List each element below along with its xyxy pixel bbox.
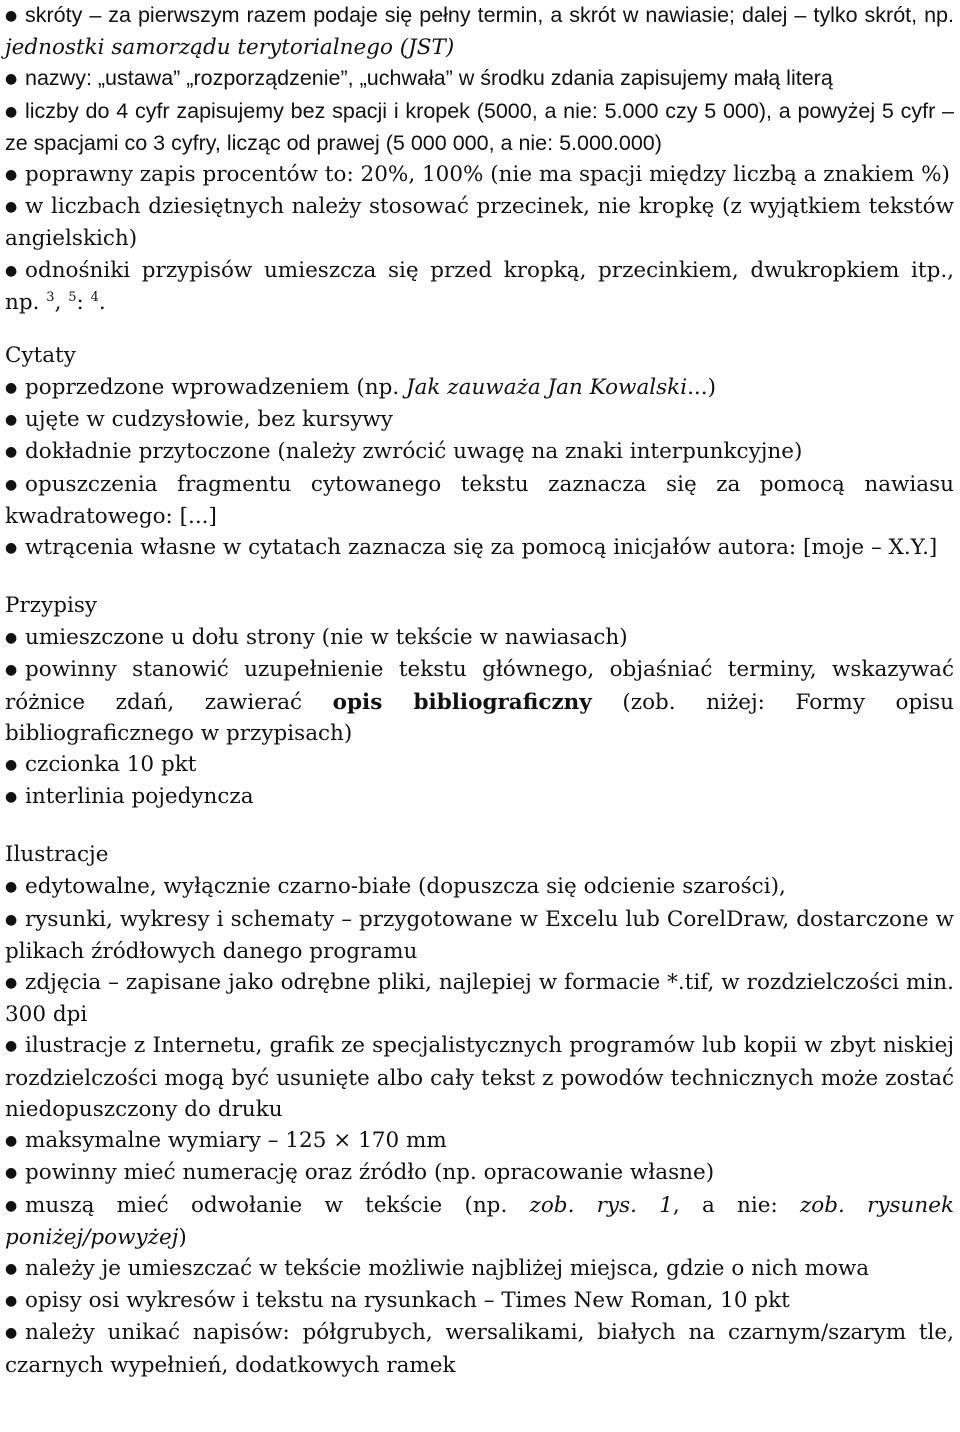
list-item-italic: zob. rys. 1 — [529, 1192, 673, 1218]
list-item-text: czcionka 10 pkt — [25, 752, 197, 778]
bullet-icon: ● — [5, 879, 18, 896]
bullet-icon: ● — [5, 630, 18, 647]
bullet-icon: ● — [5, 103, 18, 120]
list-item — [5, 871, 954, 903]
list-item — [5, 1030, 954, 1125]
bullet-icon: ● — [5, 1197, 18, 1214]
bullet-icon: ● — [5, 1325, 18, 1342]
bullet-icon: ● — [5, 444, 18, 461]
list-item — [5, 372, 954, 404]
list-item — [5, 1125, 954, 1157]
bullet-icon: ● — [5, 1293, 18, 1310]
bullet-icon: ● — [5, 199, 18, 216]
list-item-italic: jednostki samorządu terytorialnego (JST) — [5, 35, 455, 61]
bullet-icon: ● — [5, 1260, 18, 1277]
list-item — [5, 159, 954, 191]
section-heading-cytaty: Cytaty — [5, 343, 76, 369]
list-item — [5, 1285, 954, 1317]
bullet-icon: ● — [5, 167, 18, 184]
list-item — [5, 63, 954, 95]
formatting-rules-list — [5, 0, 954, 318]
list-item-text: należy unikać napisów: półgrubych, wersalikami, białych na czarnym/szarym tle, czarnych wypełnień, dodatkowych ramek — [5, 1320, 954, 1378]
list-item — [5, 0, 954, 63]
bullet-icon: ● — [5, 975, 18, 992]
list-item — [5, 1317, 954, 1380]
bullet-icon: ● — [5, 662, 18, 679]
list-item-text: poprawny zapis procentów to: 20%, 100% (nie ma spacji między liczbą a znakiem %) — [25, 162, 950, 188]
list-item-text: ) — [178, 1224, 187, 1250]
list-item — [5, 1157, 954, 1189]
list-item-text: . — [98, 289, 106, 315]
list-item-text: w liczbach dziesiętnych należy stosować przecinek, nie kropkę (z wyjątkiem tekstów angielskich) — [5, 194, 954, 252]
list-item — [5, 436, 954, 468]
list-item-text: skróty – za pierwszym razem podaje się pełny termin, a skrót w nawiasie; dalej – tylko skrót, np. — [25, 3, 954, 27]
list-item-text: (zob. niżej: Formy opisu bibliograficznego w przypisach) — [5, 689, 955, 746]
list-item — [5, 1190, 954, 1253]
list-item — [5, 654, 954, 749]
section-heading-przypisy: Przypisy — [5, 593, 98, 619]
bullet-icon: ● — [5, 262, 18, 279]
list-item — [5, 1253, 954, 1285]
list-item — [5, 191, 954, 254]
list-item — [5, 622, 954, 654]
bullet-icon: ● — [5, 540, 18, 557]
ilustracje-list — [5, 871, 954, 1380]
list-item — [5, 255, 954, 318]
list-item-text: ...) — [687, 375, 716, 401]
list-item — [5, 532, 954, 564]
przypisy-list — [5, 622, 954, 813]
bullet-icon: ● — [5, 71, 18, 88]
bullet-icon: ● — [5, 1038, 18, 1055]
section-heading-ilustracje: Ilustracje — [5, 842, 109, 868]
list-item-text: nazwy: „ustawa” „rozporządzenie”, „uchwała” w środku zdania zapisujemy małą literą — [25, 66, 833, 91]
cytaty-list — [5, 372, 954, 564]
list-item-text: zdjęcia – zapisane jako odrębne pliki, najlepiej w formacie *.tif, w rozdzielczości min. 300 dpi — [5, 970, 954, 1028]
bullet-icon: ● — [5, 757, 18, 774]
list-item-text: muszą mieć odwołanie w tekście (np. — [25, 1192, 530, 1218]
list-item — [5, 469, 954, 532]
list-item-text: ujęte w cudzysłowie, bez kursywy — [25, 407, 393, 433]
list-item — [5, 781, 954, 813]
bullet-icon: ● — [5, 412, 18, 429]
list-item-bold: opis bibliograficzny — [332, 689, 592, 715]
list-item — [5, 96, 954, 159]
bullet-icon: ● — [5, 476, 18, 493]
list-item-text: dokładnie przytoczone (należy zwrócić uwagę na znaki interpunkcyjne) — [25, 439, 803, 465]
list-item-text: : — [76, 289, 91, 315]
list-item-text: wtrącenia własne w cytatach zaznacza się za pomocą inicjałów autora: [moje – X.Y.] — [25, 535, 938, 561]
list-item-text: , — [54, 289, 69, 315]
bullet-icon: ● — [5, 1133, 18, 1150]
list-item-text: edytowalne, wyłącznie czarno-białe (dopuszcza się odcienie szarości), — [25, 874, 786, 900]
list-item-text: opuszczenia fragmentu cytowanego tekstu zaznacza się za pomocą nawiasu kwadratowego: [...] — [5, 471, 954, 529]
list-item — [5, 749, 954, 781]
bullet-icon: ● — [5, 789, 18, 806]
list-item-text: liczby do 4 cyfr zapisujemy bez spacji i kropek (5000, a nie: 5.000 czy 5 000), a powyżej 5 cyfr – ze spacjami co 3 cyfry, licząc od prawej (5 000 000, a nie: 5.000.000) — [5, 98, 954, 155]
list-item-text: umieszczone u dołu strony (nie w tekście w nawiasach) — [25, 625, 628, 651]
footnote-ref: 3 — [46, 289, 55, 305]
bullet-icon: ● — [5, 8, 18, 24]
footnote-ref: 5 — [68, 289, 77, 305]
list-item-italic: zob. rysunek poniżej/powyżej — [5, 1192, 954, 1250]
list-item-text: rysunki, wykresy i schematy – przygotowane w Excelu lub CorelDraw, dostarczone w plikach źródłowych danego programu — [5, 906, 954, 964]
bullet-icon: ● — [5, 911, 18, 928]
footnote-ref: 4 — [90, 289, 99, 305]
list-item — [5, 967, 954, 1030]
list-item-text: należy je umieszczać w tekście możliwie najbliżej miejsca, gdzie o nich mowa — [25, 1255, 870, 1281]
list-item-text: maksymalne wymiary – 125 × 170 mm — [25, 1128, 447, 1154]
list-item-italic: Jak zauważa Jan Kowalski — [406, 375, 688, 401]
list-item-text: , a nie: — [672, 1192, 800, 1218]
bullet-icon: ● — [5, 380, 18, 397]
list-item-text: odnośniki przypisów umieszcza się przed kropką, przecinkiem, dwukropkiem itp., np. — [5, 257, 954, 315]
list-item-text: ilustracje z Internetu, grafik ze specjalistycznych programów lub kopii w zbyt niskiej rozdzielczości mogą być usunięte albo cały tekst z powodów technicznych może zostać niedopuszczony do druku — [5, 1033, 954, 1122]
list-item-text: interlinia pojedyncza — [25, 784, 254, 810]
list-item-text: poprzedzone wprowadzeniem (np. — [25, 375, 406, 401]
list-item-text: opisy osi wykresów i tekstu na rysunkach – Times New Roman, 10 pkt — [25, 1288, 790, 1314]
list-item-text: powinny stanowić uzupełnienie tekstu głównego, objaśniać terminy, wskazywać różnice zdań, zawierać — [5, 657, 954, 715]
bullet-icon: ● — [5, 1165, 18, 1182]
list-item-text: powinny mieć numerację oraz źródło (np. opracowanie własne) — [25, 1160, 715, 1186]
list-item — [5, 904, 954, 967]
list-item — [5, 404, 954, 436]
